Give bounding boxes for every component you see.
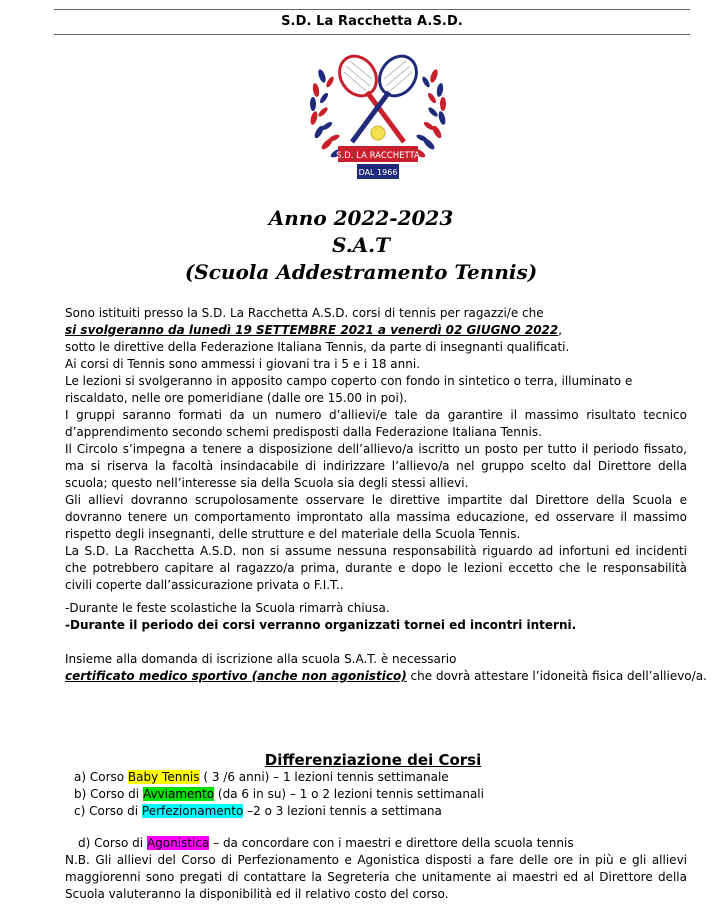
header-bottom-rule — [54, 34, 690, 35]
intro-line-1: Sono istituiti presso la S.D. La Racchetta A.S.D. corsi di tennis per ragazzi/e che — [65, 306, 544, 320]
certificate-line-1: Insieme alla domanda di iscrizione alla scuola S.A.T. è necessario — [65, 652, 457, 666]
note-holidays: -Durante le feste scolastiche la Scuola rimarrà chiusa. — [65, 601, 390, 615]
title-full-name: (Scuola Addestramento Tennis) — [184, 260, 538, 284]
courses-nb: N.B. Gli allievi del Corso di Perfezionamento e Agonistica disposti a fare delle ore in più e gli allievi maggiorenni sono pregati di contattare la Segreteria che unitamente ai maestri ed al Direttore della Scuola valuteranno la disponibilità ed il relativo costo del corso. — [65, 853, 687, 901]
intro-line-3: sotto le direttive della Federazione Italiana Tennis, da parte di insegnanti qualificati. — [65, 340, 570, 354]
header-top-rule — [54, 9, 690, 10]
certificate-line-2: certificato medico sportivo (anche non agonistico) che dovrà attestare l’idoneità fisica dell’allievo/a. — [65, 669, 707, 683]
courses-title: Differenziazione dei Corsi — [264, 751, 482, 769]
title-acronym: S.A.T — [331, 233, 391, 257]
intro-age-range: Ai corsi di Tennis sono ammessi i giovani tra i 5 e i 18 anni. — [65, 357, 421, 371]
header-title: S.D. La Racchetta A.S.D. — [281, 14, 463, 29]
course-name-baby-tennis: Baby Tennis — [127, 770, 200, 784]
intro-student-conduct: Gli allievi dovranno scrupolosamente osservare le direttive impartite dal Direttore della Scuola e dovranno tenere un comportamento improntato alla massima educazione, ed osservare il massimo rispetto degli insegnanti, delle strutture e del materiale della Scuola Tennis. — [65, 493, 687, 541]
course-name-perfezionamento: Perfezionamento — [141, 804, 244, 818]
intro-section — [65, 305, 687, 594]
course-item-c: c) Corso di Perfezionamento –2 o 3 lezioni tennis a settimana — [74, 804, 442, 818]
note-tournaments: -Durante il periodo dei corsi verranno organizzati tornei ed incontri interni. — [65, 618, 577, 632]
certificate-section — [65, 651, 707, 685]
tennis-ball-icon — [371, 126, 385, 140]
course-name-avviamento: Avviamento — [142, 787, 215, 801]
course-item-d: d) Corso di Agonistica – da concordare con i maestri e direttore della scuola tennis — [78, 836, 574, 850]
intro-line-2: si svolgeranno da lunedì 19 SETTEMBRE 2021 a venerdì 02 GIUGNO 2022, — [65, 323, 563, 337]
intro-liability: La S.D. La Racchetta A.S.D. non si assume nessuna responsabilità riguardo ad infortuni ed incidenti che potrebbero capitare al ragazzo/a prima, durante e dopo le lezioni eccetto che le responsabilità civili coperte dall’assicurazione privata o F.I.T.. — [65, 544, 687, 592]
intro-groups: I gruppi saranno formati da un numero d’allievi/e tale da garantire il massimo risultato tecnico d’apprendimento secondo schemi predisposti dalla Federazione Italiana Tennis. — [65, 408, 687, 439]
course-dates: si svolgeranno da lunedì 19 SETTEMBRE 2021 a venerdì 02 GIUGNO 2022 — [65, 323, 559, 337]
laurel-left-icon — [309, 68, 344, 159]
intro-lessons: Le lezioni si svolgeranno in apposito campo coperto con fondo in sintetico o terra, illuminato e riscaldato, nelle ore pomeridiane (dalle ore 15.00 in poi). — [65, 374, 633, 405]
club-logo — [300, 46, 456, 186]
courses-list-abc — [74, 769, 694, 820]
notes-section — [65, 600, 687, 634]
medical-certificate: certificato medico sportivo (anche non agonistico) — [65, 669, 407, 683]
course-name-agonistica: Agonistica — [146, 836, 210, 850]
logo-club-name: S.D. LA RACCHETTA — [336, 151, 420, 161]
logo-since: DAL 1966 — [358, 168, 398, 177]
laurel-right-icon — [411, 68, 446, 159]
intro-club-commitment: Il Circolo s’impegna a tenere a disposizione dell’allievo/a iscritto un posto per tutto il periodo fissato, ma si riserva la facoltà insindacabile di indirizzare l’allievo/a nel gruppo scelto dal Direttore della scuola; questo nell’interesse sia della Scuola sia degli stessi allievi. — [65, 442, 687, 490]
title-year: Anno 2022-2023 — [268, 206, 454, 230]
course-item-a: a) Corso Baby Tennis ( 3 /6 anni) – 1 lezioni tennis settimanale — [74, 770, 449, 784]
course-item-b: b) Corso di Avviamento (da 6 in su) – 1 o 2 lezioni tennis settimanali — [74, 787, 484, 801]
